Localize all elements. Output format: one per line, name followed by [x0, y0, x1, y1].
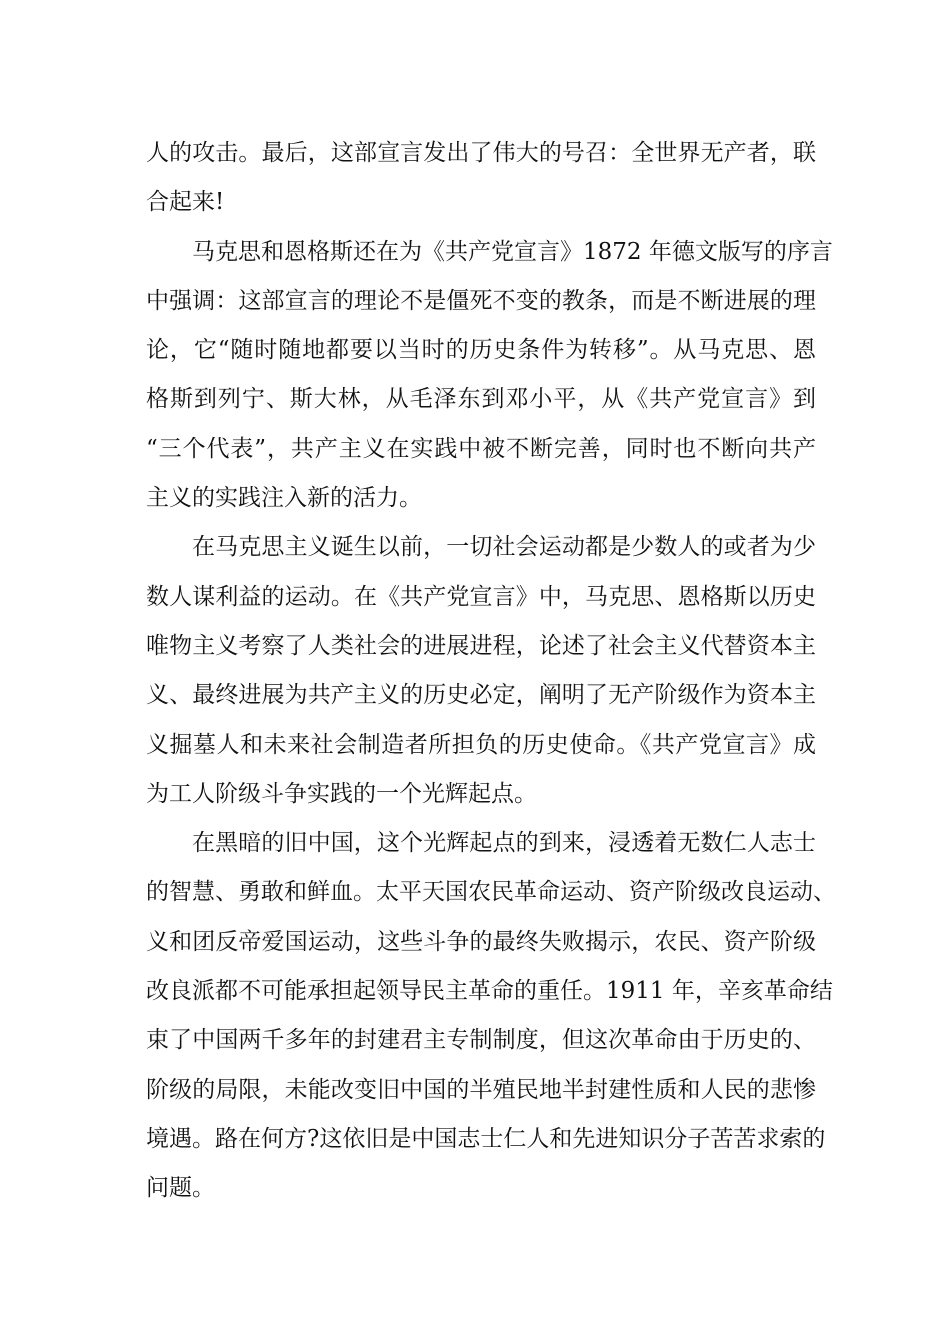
text-line: 主义的实践注入新的活力。: [146, 485, 422, 512]
text-line: 义和团反帝爱国运动，这些斗争的最终失败揭示，农民、资产阶级: [146, 928, 816, 955]
body-text: [146, 129, 836, 1214]
text-line: 义掘墓人和未来社会制造者所担负的历史使命。《共产党宣言》成: [146, 731, 816, 758]
text-line: 问题。: [146, 1175, 215, 1202]
text-line: 人的攻击。最后，这部宣言发出了伟大的号召：全世界无产者，联: [146, 140, 816, 166]
text-line: 束了中国两千多年的封建君主专制制度，但这次革命由于历史的、: [146, 1027, 816, 1054]
text-line: “三个代表”，共产主义在实践中被不断完善，同时也不断向共产: [146, 435, 816, 462]
text-line: 为工人阶级斗争实践的一个光辉起点。: [146, 780, 537, 807]
text-line: 改良派都不可能承担起领导民主革命的重任。1911 年，辛亥革命结: [146, 978, 833, 1005]
text-line: 唯物主义考察了人类社会的进展进程，论述了社会主义代替资本主: [146, 632, 816, 659]
text-line: 数人谋利益的运动。在《共产党宣言》中，马克思、恩格斯以历史: [146, 583, 816, 610]
text-line: 格斯到列宁、斯大林，从毛泽东到邓小平，从《共产党宣言》到: [146, 386, 816, 413]
text-line: 中强调：这部宣言的理论不是僵死不变的教条，而是不断进展的理: [146, 287, 816, 314]
text-line: 论，它“随时随地都要以当时的历史条件为转移”。从马克思、恩: [146, 337, 816, 364]
text-line: 阶级的局限，未能改变旧中国的半殖民地半封建性质和人民的悲惨: [146, 1076, 816, 1103]
text-line: 马克思和恩格斯还在为《共产党宣言》1872 年德文版写的序言: [192, 238, 833, 265]
text-line: 境遇。路在何方?这依旧是中国志士仁人和先进知识分子苦苦求索的: [146, 1125, 826, 1152]
text-line: 义、最终进展为共产主义的历史必定，阐明了无产阶级作为资本主: [146, 682, 816, 709]
text-line: 的智慧、勇敢和鲜血。太平天国农民革命运动、资产阶级改良运动、: [146, 879, 836, 906]
text-line: 在马克思主义诞生以前，一切社会运动都是少数人的或者为少: [192, 534, 816, 561]
text-line: 合起来!: [146, 189, 225, 216]
text-line: 在黑暗的旧中国，这个光辉起点的到来，浸透着无数仁人志士: [192, 830, 816, 857]
